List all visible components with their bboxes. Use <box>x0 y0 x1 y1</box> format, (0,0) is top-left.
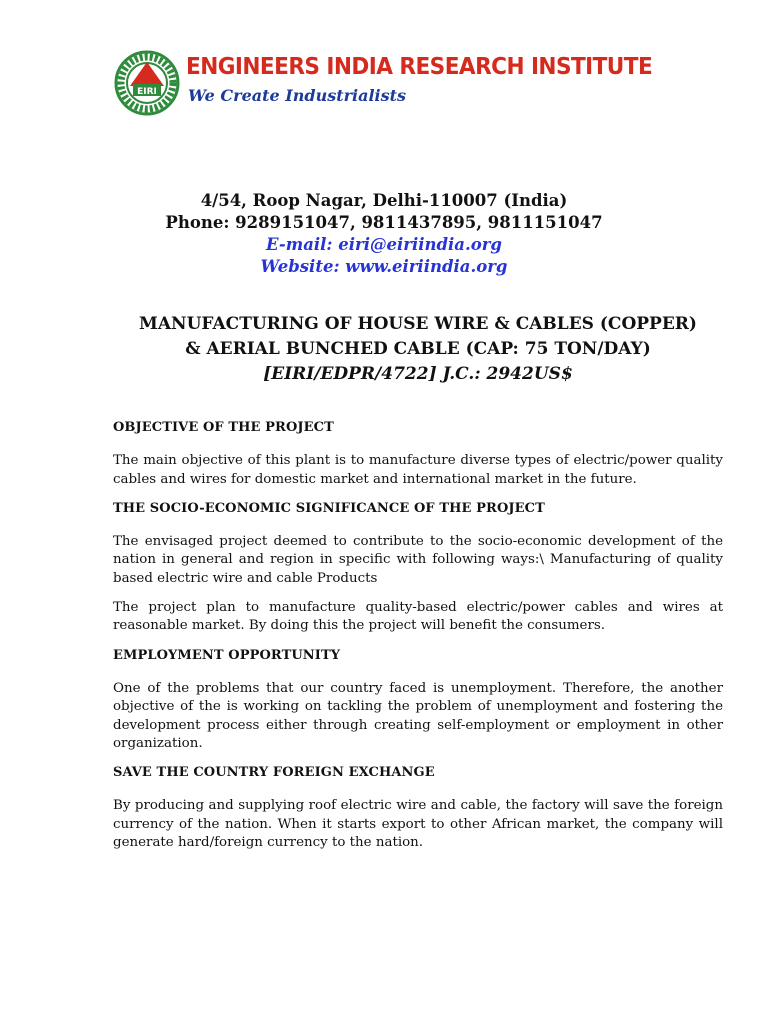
paragraph-foreign-exchange: By producing and supplying roof electric wire and cable, the factory will save the foreign currency of the nation. When it starts export to other African market, the company will generate hard/foreign currency to the nation. <box>113 798 723 851</box>
paragraph-socio-economic-1: The envisaged project deemed to contribute to the socio-economic development of the nation in general and region in specific with following ways:\ Manufacturing of quality based electric wire and cable Products <box>113 534 723 586</box>
email-link[interactable]: E-mail: eiri@eiriindia.org <box>266 235 502 254</box>
document-title <box>60 312 768 387</box>
paragraph-socio-economic-2: The project plan to manufacture quality-based electric/power cables and wires at reasonable market. By doing this the project will benefit the consumers. <box>113 600 723 634</box>
title-line-1: MANUFACTURING OF HOUSE WIRE & CABLES (COPPER) <box>139 314 697 334</box>
contact-block <box>0 190 768 278</box>
website-link[interactable]: Website: www.eiriindia.org <box>260 257 508 276</box>
letterhead <box>114 46 653 120</box>
eiri-seal-logo <box>114 50 180 116</box>
organization-tagline: We Create Industrialists <box>188 86 407 105</box>
seal-text: EIRI <box>137 87 157 97</box>
section-heading-foreign-exchange: SAVE THE COUNTRY FOREIGN EXCHANGE <box>113 765 435 781</box>
title-line-2: & AERIAL BUNCHED CABLE (CAP: 75 TON/DAY) <box>185 339 651 359</box>
paragraph-employment: One of the problems that our country faced is unemployment. Therefore, the another objective of the is working on tackling the problem of unemployment and fostering the development process either through creating self-employment or employment in other organization. <box>113 680 723 751</box>
title-reference-line: [EIRI/EDPR/4722] J.C.: 2942US$ <box>263 364 573 384</box>
address-line: 4/54, Roop Nagar, Delhi-110007 (India) <box>200 191 568 210</box>
section-heading-objective: OBJECTIVE OF THE PROJECT <box>113 420 334 435</box>
document-body <box>113 419 723 852</box>
organization-name: ENGINEERS INDIA RESEARCH INSTITUTE <box>186 54 653 80</box>
section-heading-socio-economic: THE SOCIO-ECONOMIC SIGNIFICANCE OF THE PROJECT <box>113 500 545 516</box>
paragraph-objective: The main objective of this plant is to manufacture diverse types of electric/power quality cables and wires for domestic market and international market in the future. <box>113 453 723 487</box>
section-heading-employment: EMPLOYMENT OPPORTUNITY <box>113 647 341 663</box>
phone-line: Phone: 9289151047, 9811437895, 9811151047 <box>165 213 603 232</box>
